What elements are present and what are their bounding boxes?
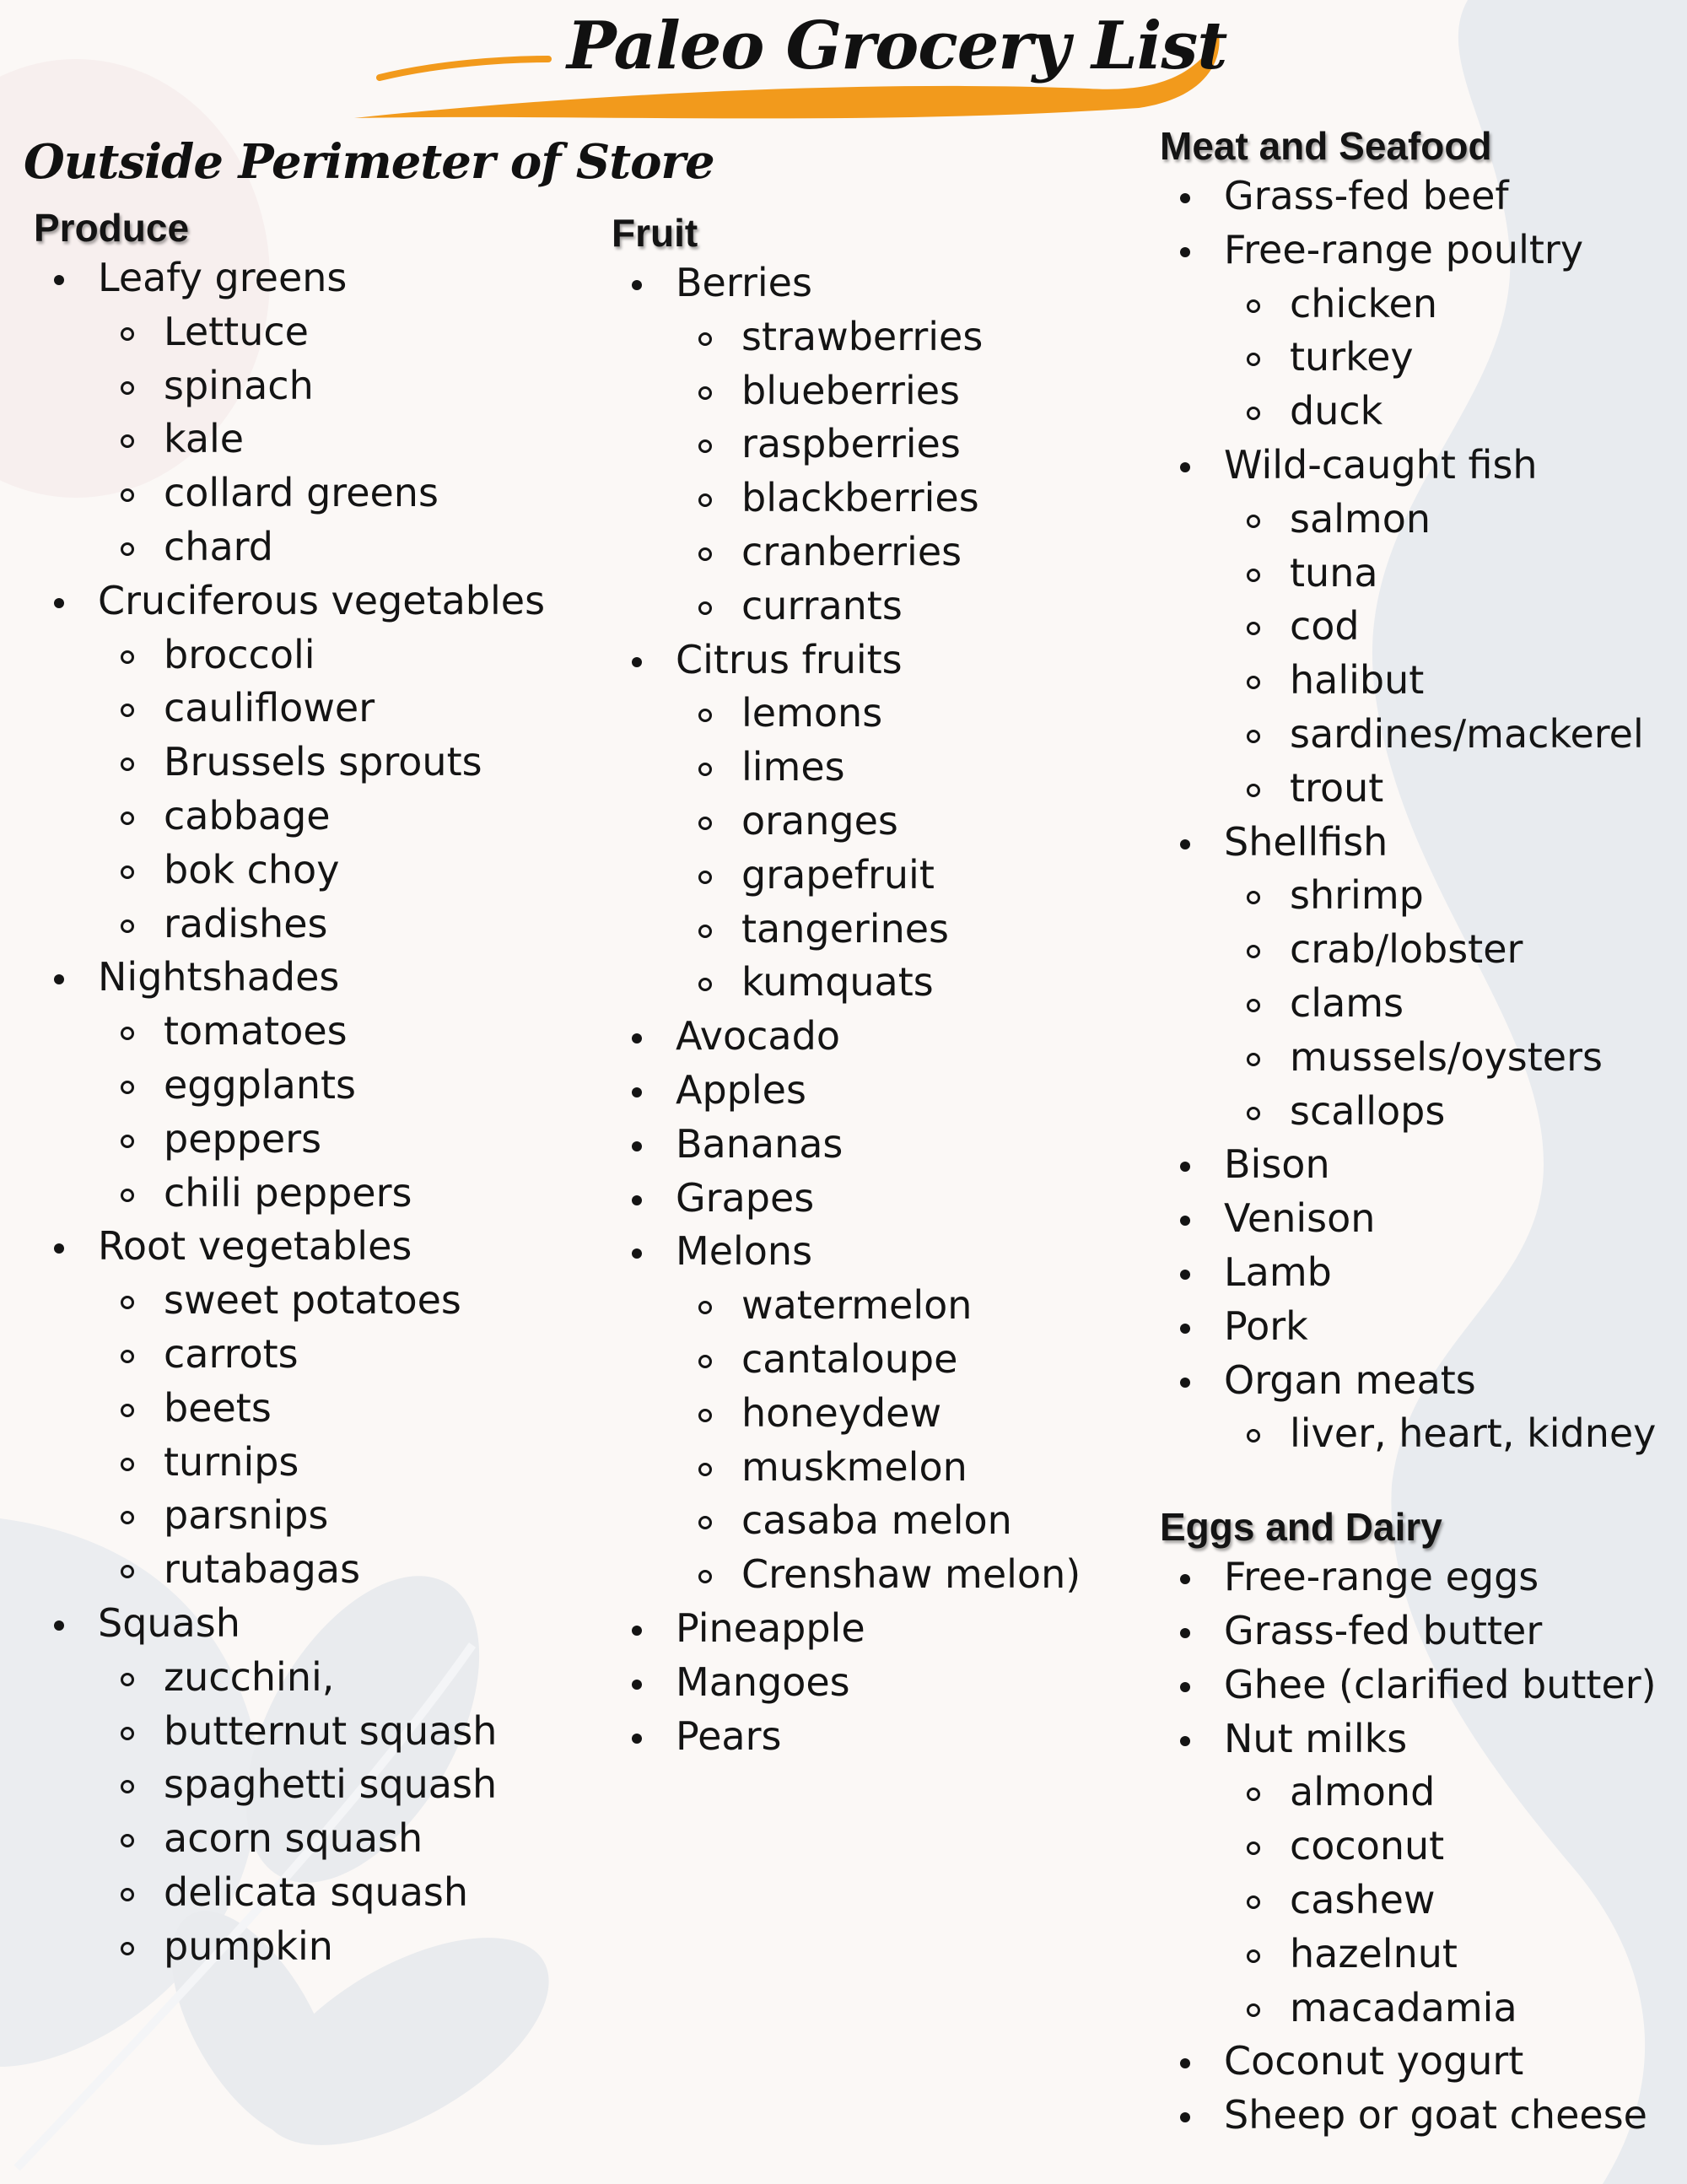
list-item: Mangoes [612,1656,1081,1710]
sub-list-item: currants [612,580,1081,634]
list-item: Root vegetables [34,1220,545,1274]
list-item: Bananas [612,1118,1081,1172]
list-item: Free-range poultry [1160,224,1657,278]
list-item: Bison [1160,1138,1657,1192]
list-item: Ghee (clarified butter) [1160,1658,1657,1712]
sub-list-item: casaba melon [612,1494,1081,1548]
sub-list-item: chili peppers [34,1167,545,1221]
list-item: Berries [612,256,1081,310]
sub-list-item: broccoli [34,628,545,682]
list-item: Nut milks [1160,1712,1657,1766]
sub-list-item: grapefruit [612,849,1081,903]
sub-list-item: muskmelon [612,1441,1081,1495]
list-item: Grass-fed butter [1160,1604,1657,1658]
sub-list-item: lemons [612,687,1081,741]
section-heading-meat-and-seafood: Meat and Seafood [1160,124,1492,168]
sub-list-item: liver, heart, kidney [1160,1407,1657,1461]
sub-list-item: cranberries [612,526,1081,580]
list-item: Apples [612,1064,1081,1118]
sub-list-item: blueberries [612,364,1081,418]
list-item: Shellfish [1160,816,1657,870]
sub-list-item: collard greens [34,466,545,520]
sub-list-item: tuna [1160,547,1657,601]
sub-list-item: almond [1160,1766,1657,1820]
list-item: Cruciferous vegetables [34,574,545,628]
sub-list-item: turnips [34,1436,545,1490]
list-item: Lamb [1160,1246,1657,1300]
sub-list-item: coconut [1160,1820,1657,1874]
sub-list-item: cashew [1160,1874,1657,1928]
list-item: Venison [1160,1192,1657,1246]
section-list [612,256,1081,1763]
list-item: Grass-fed beef [1160,170,1657,224]
list-item: Pineapple [612,1602,1081,1656]
meat-dairy-column [1160,122,1657,2143]
sub-list-item: beets [34,1382,545,1436]
sub-list-item: chard [34,520,545,574]
section-list [34,251,545,1974]
list-item: Nightshades [34,951,545,1005]
sub-list-item: trout [1160,762,1657,816]
section-heading-fruit: Fruit [612,211,698,255]
list-item: Avocado [612,1010,1081,1064]
sub-list-item: cauliflower [34,682,545,736]
sub-list-item: tangerines [612,903,1081,957]
section-spacer [1160,1461,1657,1503]
page-title: Paleo Grocery List [567,8,1227,84]
sub-list-item: eggplants [34,1059,545,1113]
sub-list-item: acorn squash [34,1812,545,1866]
sub-list-item: spaghetti squash [34,1758,545,1812]
list-item: Squash [34,1597,545,1651]
sub-list-item: cabbage [34,790,545,844]
list-item: Organ meats [1160,1354,1657,1408]
sub-list-item: macadamia [1160,1982,1657,2036]
list-item: Pears [612,1710,1081,1764]
sub-list-item: clams [1160,977,1657,1031]
sub-list-item: scallops [1160,1085,1657,1139]
produce-column [34,204,545,1974]
sub-list-item: delicata squash [34,1866,545,1920]
sub-list-item: honeydew [612,1387,1081,1441]
section-heading-produce: Produce [34,206,190,250]
sub-list-item: sweet potatoes [34,1274,545,1328]
list-item: Grapes [612,1172,1081,1226]
sub-list-item: Lettuce [34,305,545,359]
list-item: Citrus fruits [612,634,1081,688]
sub-list-item: limes [612,741,1081,795]
fruit-column [612,209,1081,1763]
sub-list-item: sardines/mackerel [1160,708,1657,762]
sub-list-item: raspberries [612,418,1081,472]
sub-list-item: halibut [1160,654,1657,708]
sub-list-item: chicken [1160,278,1657,332]
sub-list-item: Crenshaw melon) [612,1548,1081,1602]
sub-list-item: pumpkin [34,1920,545,1974]
sub-list-item: oranges [612,795,1081,849]
sub-list-item: cantaloupe [612,1333,1081,1387]
sub-list-item: spinach [34,359,545,413]
sub-list-item: kumquats [612,956,1081,1010]
section-list [1160,1550,1657,2143]
sub-list-item: tomatoes [34,1005,545,1059]
list-item: Leafy greens [34,251,545,305]
sub-list-item: cod [1160,600,1657,654]
sub-list-item: hazelnut [1160,1928,1657,1982]
sub-list-item: duck [1160,385,1657,439]
sub-list-item: radishes [34,898,545,952]
sub-list-item: zucchini, [34,1651,545,1705]
sub-list-item: carrots [34,1328,545,1382]
sub-list-item: kale [34,413,545,466]
sub-list-item: butternut squash [34,1705,545,1759]
sub-list-item: rutabagas [34,1543,545,1597]
section-heading-eggs-and-dairy: Eggs and Dairy [1160,1505,1442,1550]
sub-list-item: watermelon [612,1279,1081,1333]
list-item: Melons [612,1225,1081,1279]
list-item: Coconut yogurt [1160,2035,1657,2089]
list-item: Wild-caught fish [1160,439,1657,493]
list-item: Pork [1160,1300,1657,1354]
list-item: Free-range eggs [1160,1550,1657,1604]
sub-list-item: parsnips [34,1489,545,1543]
sub-list-item: bok choy [34,844,545,898]
orange-swoosh-thin [380,59,548,78]
list-item: Sheep or goat cheese [1160,2089,1657,2143]
sub-list-item: strawberries [612,310,1081,364]
sub-list-item: crab/lobster [1160,923,1657,977]
section-list [1160,170,1657,1461]
sub-list-item: shrimp [1160,869,1657,923]
sub-list-item: salmon [1160,493,1657,547]
sub-list-item: peppers [34,1113,545,1167]
sub-list-item: Brussels sprouts [34,736,545,790]
sub-list-item: mussels/oysters [1160,1031,1657,1085]
sub-list-item: turkey [1160,331,1657,385]
page-subtitle: Outside Perimeter of Store [24,134,714,190]
sub-list-item: blackberries [612,472,1081,526]
